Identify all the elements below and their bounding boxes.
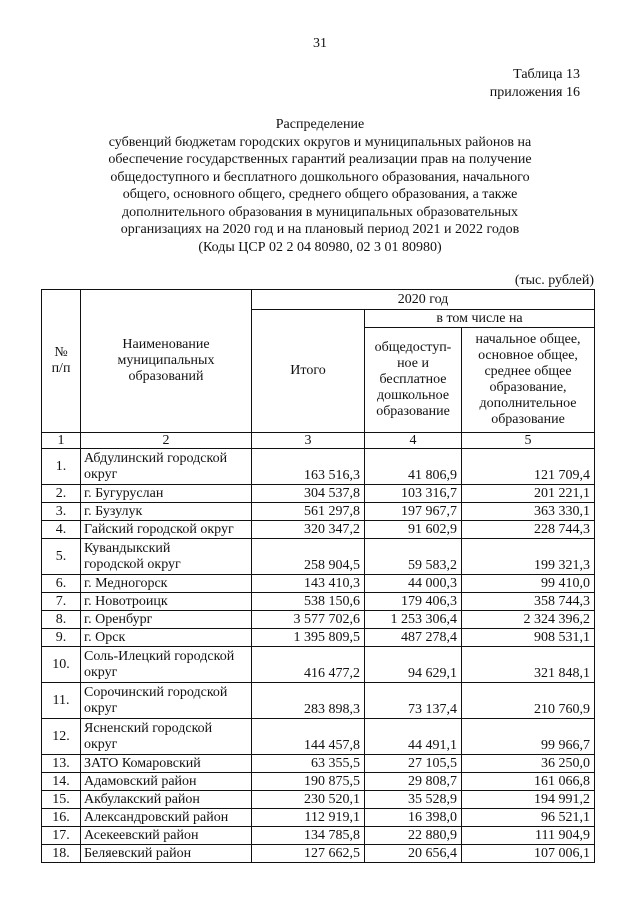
table-row: [42, 575, 595, 593]
district-name-line: округ: [84, 466, 118, 482]
header-num-line: №: [54, 345, 68, 360]
preschool-amount: 73 137,4: [365, 683, 462, 719]
col-number: 5: [462, 433, 595, 449]
preschool-amount: 20 656,4: [365, 845, 462, 863]
header-col5-line: основное общее,: [478, 348, 578, 363]
district-name-line: ЗАТО Комаровский: [84, 755, 201, 771]
district-name-line: округ: [84, 736, 118, 752]
general-amount: 99 966,7: [462, 719, 595, 755]
header-col4-line: общедоступ-: [374, 340, 452, 355]
preschool-amount: 22 880,9: [365, 827, 462, 845]
header-name: [81, 290, 252, 433]
district-name-line: Ясненский городской: [84, 720, 213, 736]
table-row: [42, 503, 595, 521]
district-name: [81, 647, 252, 683]
row-number: 14.: [42, 773, 81, 791]
general-amount: 228 744,3: [462, 521, 595, 539]
district-name: [81, 521, 252, 539]
col-number: 3: [252, 433, 365, 449]
district-name-line: Сорочинский городской: [84, 684, 228, 700]
district-name-line: г. Оренбург: [84, 611, 153, 627]
district-name-line: Кувандыкский: [84, 540, 171, 556]
header-including: в том числе на: [365, 310, 595, 328]
general-amount: 99 410,0: [462, 575, 595, 593]
header-col4-line: дошкольное: [376, 388, 450, 403]
total-amount: 1 395 809,5: [252, 629, 365, 647]
total-amount: 416 477,2: [252, 647, 365, 683]
district-name-line: округ: [84, 700, 118, 716]
page-number: 31: [313, 36, 327, 51]
general-amount: 2 324 396,2: [462, 611, 595, 629]
table-ref-line: приложения 16: [489, 85, 580, 100]
row-number: 15.: [42, 791, 81, 809]
total-amount: 3 577 702,6: [252, 611, 365, 629]
row-number: 10.: [42, 647, 81, 683]
district-name-line: Беляевский район: [84, 845, 192, 861]
general-amount: 363 330,1: [462, 503, 595, 521]
district-name: [81, 773, 252, 791]
total-amount: 163 516,3: [252, 449, 365, 485]
table-row: [42, 629, 595, 647]
col-number: 4: [365, 433, 462, 449]
preschool-amount: 41 806,9: [365, 449, 462, 485]
preschool-amount: 29 808,7: [365, 773, 462, 791]
preschool-amount: 91 602,9: [365, 521, 462, 539]
district-name-line: Акбулакский район: [84, 791, 200, 807]
district-name: [81, 593, 252, 611]
preschool-amount: 1 253 306,4: [365, 611, 462, 629]
table-header: [42, 290, 595, 449]
total-amount: 134 785,8: [252, 827, 365, 845]
total-amount: 144 457,8: [252, 719, 365, 755]
district-name: [81, 503, 252, 521]
total-amount: 320 347,2: [252, 521, 365, 539]
total-amount: 561 297,8: [252, 503, 365, 521]
table-row: [42, 827, 595, 845]
row-number: 9.: [42, 629, 81, 647]
header-total: Итого: [252, 310, 365, 433]
district-name-line: г. Орск: [84, 629, 126, 645]
district-name: [81, 755, 252, 773]
row-number: 13.: [42, 755, 81, 773]
table-row: [42, 755, 595, 773]
table-row: [42, 449, 595, 485]
district-name: [81, 449, 252, 485]
preschool-amount: 487 278,4: [365, 629, 462, 647]
preschool-amount: 59 583,2: [365, 539, 462, 575]
district-name: [81, 845, 252, 863]
preschool-amount: 179 406,3: [365, 593, 462, 611]
total-amount: 190 875,5: [252, 773, 365, 791]
row-number: 7.: [42, 593, 81, 611]
title-line: (Коды ЦСР 02 2 04 80980, 02 3 01 80980): [198, 239, 442, 255]
table-ref-line: Таблица 13: [513, 67, 580, 82]
district-name-line: Абдулинский городской: [84, 450, 228, 466]
total-amount: 127 662,5: [252, 845, 365, 863]
header-name-line: муниципальных: [117, 353, 215, 368]
district-name-line: г. Медногорск: [84, 575, 168, 591]
title-line: субвенций бюджетам городских округов и муниципальных районов на: [108, 134, 532, 150]
table-row: [42, 647, 595, 683]
total-amount: 63 355,5: [252, 755, 365, 773]
row-number: 12.: [42, 719, 81, 755]
header-general: [462, 328, 595, 433]
general-amount: 321 848,1: [462, 647, 595, 683]
table-body: [42, 449, 595, 863]
header-col4-line: образование: [376, 404, 450, 419]
table-row: [42, 719, 595, 755]
district-name-line: Соль-Илецкий городской: [84, 648, 235, 664]
district-name: [81, 827, 252, 845]
title-line: общедоступного и бесплатного дошкольного образования, начального: [110, 169, 530, 185]
table-row: [42, 845, 595, 863]
title-line: организациях на 2020 год и на плановый период 2021 и 2022 годов: [120, 222, 520, 237]
total-amount: 230 520,1: [252, 791, 365, 809]
table-row: [42, 521, 595, 539]
row-number: 16.: [42, 809, 81, 827]
preschool-amount: 27 105,5: [365, 755, 462, 773]
header-col5-line: образование: [491, 412, 565, 427]
header-col4-line: бесплатное: [379, 372, 447, 387]
col-number: 1: [42, 433, 81, 449]
district-name-line: Гайский городской округ: [84, 521, 234, 537]
row-number: 3.: [42, 503, 81, 521]
header-col5-line: образование,: [489, 380, 567, 395]
district-name-line: округ: [84, 664, 118, 680]
district-name-line: Александровский район: [84, 809, 229, 825]
title-line: дополнительного образования в муниципальных образовательных: [121, 204, 519, 220]
preschool-amount: 103 316,7: [365, 485, 462, 503]
header-col4-line: ное и: [397, 356, 429, 371]
row-number: 17.: [42, 827, 81, 845]
district-name: [81, 719, 252, 755]
general-amount: 199 321,3: [462, 539, 595, 575]
header-col5-line: начальное общее,: [475, 332, 581, 347]
district-name: [81, 611, 252, 629]
unit-label: (тыс. рублей): [514, 273, 594, 288]
district-name: [81, 539, 252, 575]
preschool-amount: 197 967,7: [365, 503, 462, 521]
general-amount: 358 744,3: [462, 593, 595, 611]
general-amount: 96 521,1: [462, 809, 595, 827]
total-amount: 112 919,1: [252, 809, 365, 827]
document-title: [70, 116, 570, 256]
header-col5-line: дополнительное: [479, 396, 577, 411]
preschool-amount: 44 491,1: [365, 719, 462, 755]
total-amount: 283 898,3: [252, 683, 365, 719]
total-amount: 538 150,6: [252, 593, 365, 611]
district-name: [81, 575, 252, 593]
district-name-line: городской округ: [84, 556, 181, 572]
row-number: 2.: [42, 485, 81, 503]
district-name: [81, 809, 252, 827]
row-number: 11.: [42, 683, 81, 719]
table-row: [42, 593, 595, 611]
row-number: 1.: [42, 449, 81, 485]
total-amount: 143 410,3: [252, 575, 365, 593]
table-row: [42, 683, 595, 719]
header-col5-line: среднее общее: [484, 364, 572, 379]
general-amount: 107 006,1: [462, 845, 595, 863]
title-line: общего, основного общего, среднего общего образования, а также: [122, 187, 518, 202]
table-row: [42, 773, 595, 791]
header-year: 2020 год: [252, 290, 595, 310]
row-number: 18.: [42, 845, 81, 863]
table-row: [42, 539, 595, 575]
header-name-line: образований: [128, 369, 204, 384]
total-amount: 258 904,5: [252, 539, 365, 575]
district-name-line: г. Новотроицк: [84, 593, 168, 609]
header-num-line: п/п: [51, 361, 71, 376]
district-name-line: Асекеевский район: [84, 827, 199, 843]
district-name-line: г. Бугуруслан: [84, 485, 164, 501]
total-amount: 304 537,8: [252, 485, 365, 503]
district-name: [81, 791, 252, 809]
col-number: 2: [81, 433, 252, 449]
general-amount: 36 250,0: [462, 755, 595, 773]
table-row: [42, 611, 595, 629]
row-number: 5.: [42, 539, 81, 575]
general-amount: 161 066,8: [462, 773, 595, 791]
general-amount: 194 991,2: [462, 791, 595, 809]
title-line: Распределение: [275, 117, 365, 132]
table-row: [42, 791, 595, 809]
table-row: [42, 809, 595, 827]
header-preschool: [365, 328, 462, 433]
header-num: [42, 290, 81, 433]
district-name: [81, 629, 252, 647]
preschool-amount: 35 528,9: [365, 791, 462, 809]
district-name-line: Адамовский район: [84, 773, 197, 789]
general-amount: 121 709,4: [462, 449, 595, 485]
preschool-amount: 44 000,3: [365, 575, 462, 593]
table-row: [42, 485, 595, 503]
table-reference: [490, 66, 580, 102]
row-number: 8.: [42, 611, 81, 629]
district-name: [81, 485, 252, 503]
preschool-amount: 94 629,1: [365, 647, 462, 683]
row-number: 6.: [42, 575, 81, 593]
preschool-amount: 16 398,0: [365, 809, 462, 827]
row-number: 4.: [42, 521, 81, 539]
district-name: [81, 683, 252, 719]
general-amount: 210 760,9: [462, 683, 595, 719]
header-name-line: Наименование: [122, 337, 210, 352]
subvention-table: [41, 289, 595, 863]
general-amount: 111 904,9: [462, 827, 595, 845]
district-name-line: г. Бузулук: [84, 503, 143, 519]
general-amount: 201 221,1: [462, 485, 595, 503]
title-line: обеспечение государственных гарантий реализации прав на получение: [108, 152, 532, 167]
general-amount: 908 531,1: [462, 629, 595, 647]
